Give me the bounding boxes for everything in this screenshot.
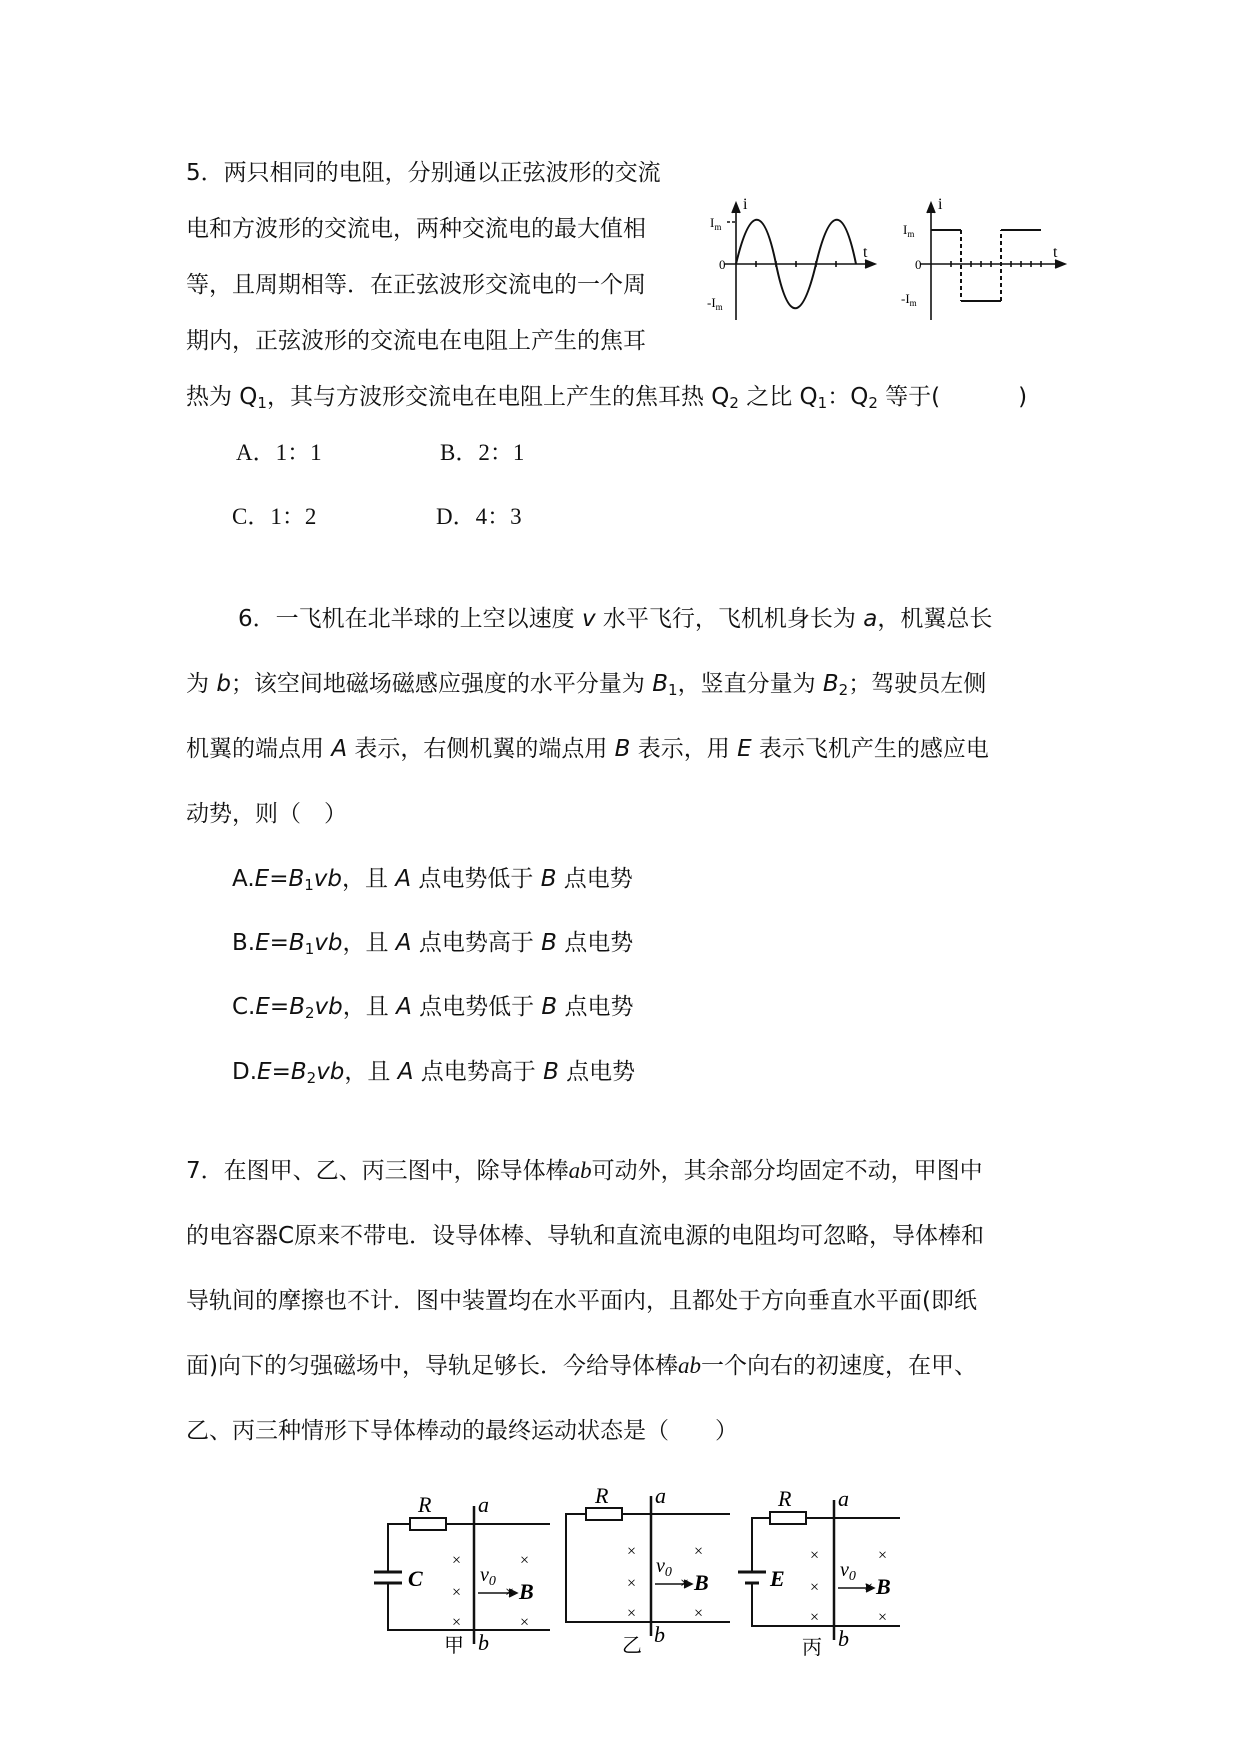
q7-line-4: 面)向下的匀强磁场中，导轨足够长．今给导体棒ab一个向右的初速度，在甲、	[186, 1353, 977, 1379]
rod-end-a-label: a	[478, 1492, 489, 1517]
capacitor-label: C	[408, 1566, 423, 1591]
field-cross: ×	[810, 1579, 820, 1596]
resistor-label: R	[418, 1492, 432, 1517]
field-cross: ×	[627, 1605, 637, 1622]
neg-im-label: $-I_m$	[707, 295, 723, 312]
axis-i-label: i	[938, 196, 943, 213]
im-label: $I_m$	[903, 222, 915, 239]
caption-bing: 丙	[802, 1637, 822, 1658]
q6-option-b: $B.E=B_1vb$，且 A 点电势高于 B 点电势	[232, 930, 634, 958]
field-cross: ×	[878, 1609, 888, 1626]
field-cross: ×	[505, 1584, 515, 1601]
field-cross: ×	[520, 1552, 530, 1569]
caption-yi: 乙	[622, 1635, 642, 1657]
source-label: E	[770, 1566, 785, 1591]
neg-im-label: $-I_m$	[901, 291, 917, 308]
q6-option-d: $D.E=B_2vb$，且 A 点电势高于 B 点电势	[232, 1059, 636, 1087]
axis-t-label: t	[1053, 244, 1058, 261]
field-cross: ×	[694, 1605, 704, 1622]
q5-line-4: 期内，正弦波形的交流电在电阻上产生的焦耳	[186, 328, 646, 354]
field-cross: ×	[627, 1543, 637, 1560]
field-label: B	[519, 1579, 534, 1604]
q7-line-1: 7．在图甲、乙、丙三图中，除导体棒ab可动外，其余部分均固定不动，甲图中	[186, 1158, 983, 1184]
zero-label: 0	[719, 257, 726, 272]
q5-option-d: D．4：3	[436, 504, 522, 529]
field-cross: ×	[627, 1575, 637, 1592]
q7-line-5: 乙、丙三种情形下导体棒动的最终运动状态是（ ）	[186, 1418, 738, 1444]
field-cross: ×	[694, 1543, 704, 1560]
circuit-bing	[738, 1488, 900, 1658]
q5-option-a: A．1：1	[236, 440, 322, 465]
field-cross: ×	[452, 1614, 462, 1631]
q5-line-5: 热为 $Q_1$，其与方波形交流电在电阻上产生的焦耳热 $Q_2$ 之比 $Q_1$：$Q_2$ 等于( )	[186, 384, 1028, 412]
rod-end-a-label: a	[838, 1488, 849, 1511]
q6-line-1: 6．一飞机在北半球的上空以速度 v 水平飞行，飞机机身长为 a，机翼总长	[238, 606, 993, 632]
circuit-figures	[370, 1488, 930, 1658]
field-cross: ×	[520, 1614, 530, 1631]
q5-line-3: 等，且周期相等．在正弦波形交流电的一个周	[186, 272, 646, 298]
q5-line-1: 5．两只相同的电阻，分别通以正弦波形的交流	[186, 160, 661, 186]
velocity-label: $v_0$	[840, 1559, 856, 1584]
q7-line-3: 导轨间的摩擦也不计．图中装置均在水平面内，且都处于方向垂直水平面(即纸	[186, 1288, 977, 1314]
zero-label: 0	[915, 257, 922, 272]
field-cross: ×	[878, 1547, 888, 1564]
field-cross: ×	[810, 1609, 820, 1626]
field-label: B	[694, 1570, 709, 1595]
resistor-label: R	[778, 1488, 792, 1511]
field-cross: ×	[680, 1575, 690, 1592]
rod-end-b-label: b	[838, 1626, 849, 1651]
q5-option-c: C．1：2	[232, 504, 317, 529]
q6-option-a: $A.E=B_1vb$，且 A 点电势低于 B 点电势	[232, 866, 633, 894]
rod-end-b-label: b	[478, 1630, 489, 1655]
q6-line-3: 机翼的端点用 A 表示，右侧机翼的端点用 B 表示，用 E 表示飞机产生的感应电	[186, 736, 989, 762]
axis-i-label: i	[743, 196, 748, 213]
sine-wave-figure	[705, 195, 880, 325]
q5-line-2: 电和方波形的交流电，两种交流电的最大值相	[186, 216, 646, 242]
square-wave-figure	[895, 195, 1070, 325]
field-cross: ×	[452, 1584, 462, 1601]
field-cross: ×	[864, 1579, 874, 1596]
circuit-jia	[374, 1492, 550, 1657]
q6-line-4: 动势，则（ ）	[186, 801, 347, 827]
im-label: $I_m$	[710, 215, 722, 232]
rod-end-b-label: b	[654, 1622, 665, 1647]
field-cross: ×	[452, 1552, 462, 1569]
field-label: B	[876, 1574, 891, 1599]
circuit-yi	[566, 1488, 730, 1657]
q6-line-2: 为 b；该空间地磁场磁感应强度的水平分量为 $B_1$，竖直分量为 $B_2$；驾驶员左侧	[186, 671, 987, 699]
q5-option-b: B．2：1	[440, 440, 525, 465]
velocity-label: $v_0$	[656, 1555, 672, 1580]
velocity-label: $v_0$	[480, 1564, 496, 1589]
axis-t-label: t	[863, 244, 868, 261]
q7-line-2: 的电容器C原来不带电．设导体棒、导轨和直流电源的电阻均可忽略，导体棒和	[186, 1223, 985, 1249]
rod-end-a-label: a	[655, 1488, 666, 1508]
q6-option-c: $C.E=B_2vb$，且 A 点电势低于 B 点电势	[232, 994, 634, 1022]
field-cross: ×	[810, 1547, 820, 1564]
resistor-label: R	[595, 1488, 609, 1508]
caption-jia: 甲	[444, 1635, 464, 1657]
